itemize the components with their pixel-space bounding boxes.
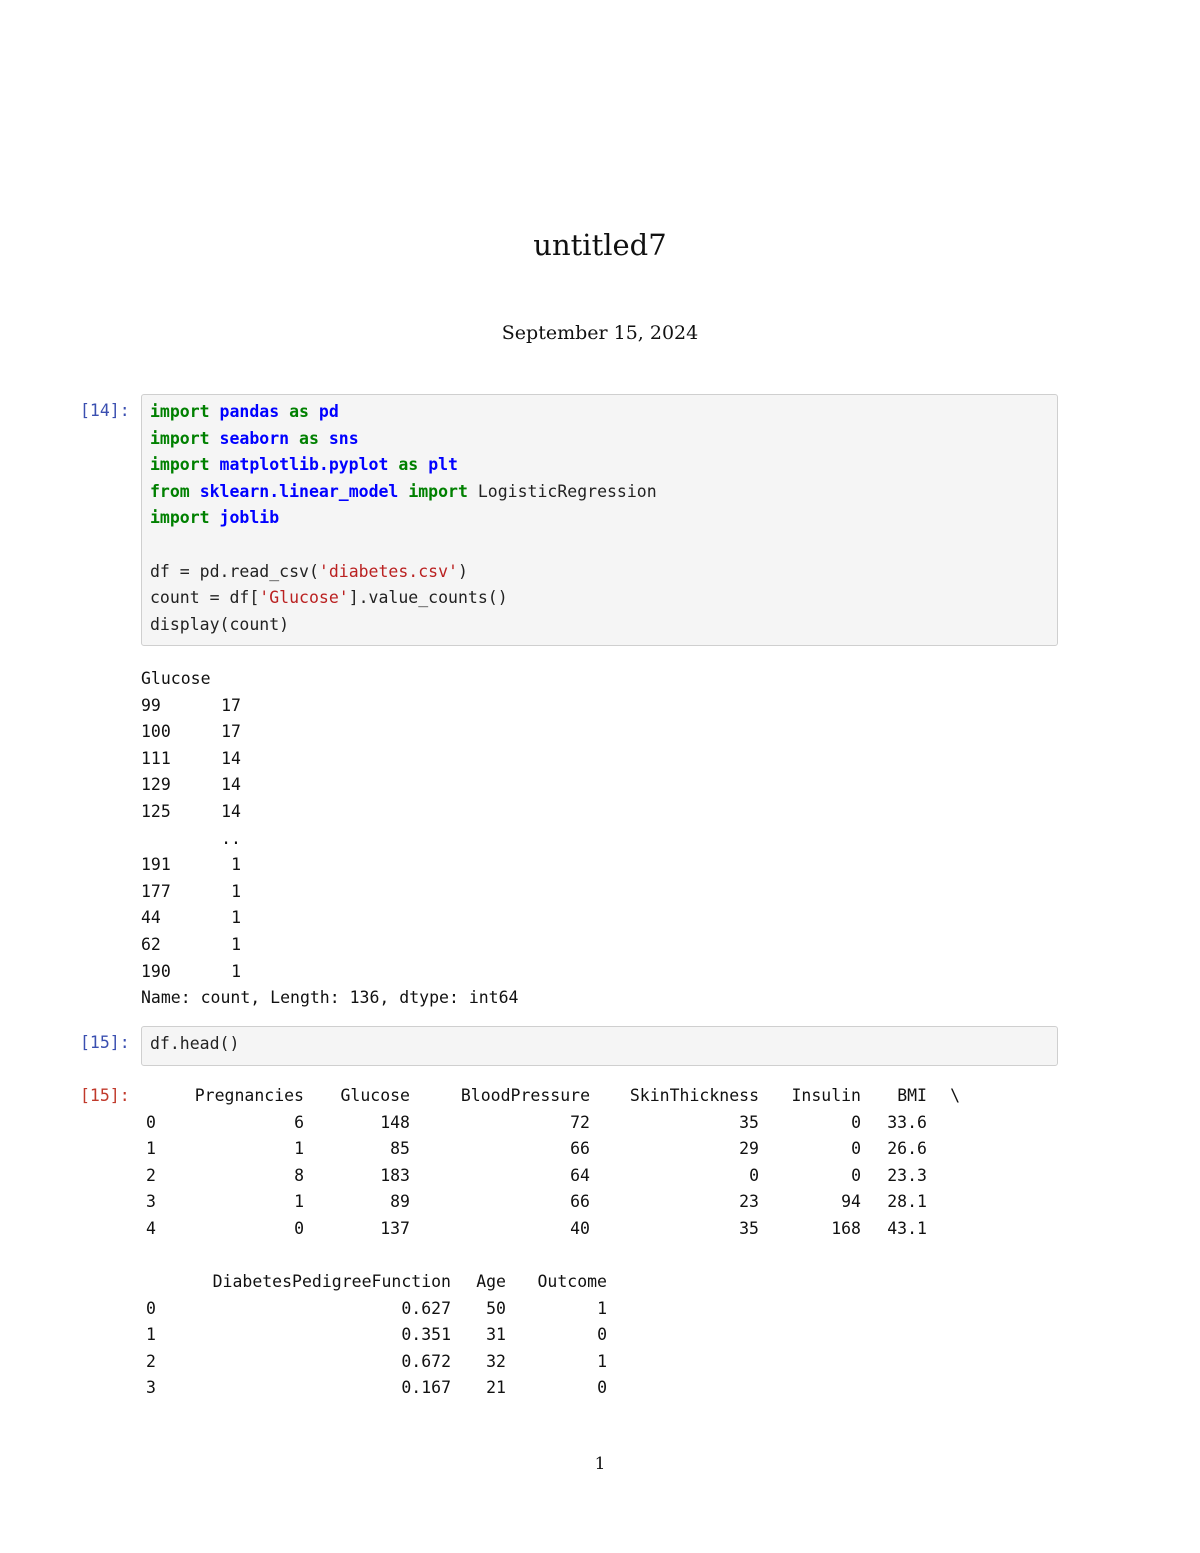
code-text: display(count): [150, 614, 290, 634]
code-line-blank: [150, 532, 1049, 559]
keyword: import: [150, 455, 210, 475]
series-index: 177: [141, 881, 171, 901]
table-cell: 1: [597, 1351, 607, 1371]
series-row: [141, 746, 241, 773]
series-index: 100: [141, 722, 171, 742]
index-header: [146, 1269, 166, 1296]
table-cell: 1: [294, 1192, 304, 1212]
table-cell: 43.1: [887, 1218, 927, 1238]
table-row: [146, 1136, 960, 1163]
row-index: 0: [146, 1112, 156, 1132]
table-cell: 28.1: [887, 1192, 927, 1212]
table-cell: 0.672: [401, 1351, 451, 1371]
series-value: 14: [221, 748, 241, 768]
table-cell: 6: [294, 1112, 304, 1132]
module-name: joblib: [219, 508, 280, 528]
cell-15-output-prompt: [15]:: [80, 1086, 130, 1105]
page-number: 1: [594, 1454, 606, 1474]
table-cell: 148: [380, 1112, 410, 1132]
table-row: [146, 1189, 960, 1216]
index-header: [146, 1083, 166, 1110]
table-cell: 183: [380, 1165, 410, 1185]
table-cell: 32: [486, 1351, 506, 1371]
code-line-1: [150, 399, 1049, 426]
series-index: 190: [141, 961, 171, 981]
dataframe-part-1: [146, 1083, 960, 1243]
cell-14-output: [141, 666, 519, 1012]
module-alias: plt: [428, 455, 458, 475]
code-line-7: [150, 559, 1049, 586]
series-value: 1: [231, 855, 241, 875]
table-cell: 0: [294, 1218, 304, 1238]
keyword: import: [150, 508, 210, 528]
series-row: [141, 772, 241, 799]
series-value: 17: [221, 722, 241, 742]
column-header: BloodPressure: [460, 1086, 590, 1105]
table-cell: 23.3: [887, 1165, 927, 1185]
table-row: [146, 1349, 607, 1376]
table-cell: 23: [739, 1192, 759, 1212]
table-cell: 89: [390, 1192, 410, 1212]
class-name: LogisticRegression: [477, 481, 657, 501]
series-row: [141, 693, 241, 720]
table-cell: 66: [570, 1192, 590, 1212]
row-index: 4: [146, 1218, 156, 1238]
series-value: 1: [231, 908, 241, 928]
table-cell: 21: [486, 1378, 506, 1398]
series-index: 44: [141, 908, 161, 928]
dataframe-table-1: [146, 1083, 960, 1243]
row-index: 2: [146, 1165, 156, 1185]
series-row: [141, 799, 241, 826]
table-cell: 0: [597, 1325, 607, 1345]
code-text: df = pd.read_csv(: [150, 561, 319, 581]
code-line-3: [150, 452, 1049, 479]
table-cell: 1: [597, 1298, 607, 1318]
row-index: 2: [146, 1351, 156, 1371]
module-name: matplotlib.pyplot: [219, 455, 389, 475]
keyword: as: [289, 402, 309, 421]
keyword: from: [150, 481, 190, 501]
table-row: [146, 1296, 607, 1323]
code-text: ): [457, 561, 468, 581]
row-index: 1: [146, 1139, 156, 1159]
table-cell: 64: [570, 1165, 590, 1185]
series-row: [141, 959, 241, 986]
module-name: pandas: [219, 402, 280, 421]
code-line-2: [150, 426, 1049, 453]
table-row: [146, 1110, 960, 1137]
keyword: as: [398, 455, 419, 475]
table-cell: 33.6: [887, 1112, 927, 1132]
cell-14-code-block[interactable]: [141, 394, 1058, 646]
cell-15-input-prompt: [15]:: [80, 1033, 130, 1052]
row-index: 0: [146, 1298, 156, 1318]
table-cell: 137: [380, 1218, 410, 1238]
column-header: Outcome: [537, 1272, 607, 1291]
series-index: 62: [141, 934, 161, 954]
column-header: Pregnancies: [194, 1086, 304, 1105]
module-name: sklearn.linear_model: [199, 481, 399, 501]
series-index: 99: [141, 695, 161, 715]
table-row: [146, 1375, 607, 1402]
column-header: Age: [476, 1272, 506, 1291]
series-value: 1: [231, 961, 241, 981]
table-cell: 26.6: [887, 1139, 927, 1159]
column-header: Insulin: [791, 1086, 861, 1105]
table-cell: 1: [294, 1139, 304, 1159]
column-header: SkinThickness: [629, 1086, 759, 1105]
table-cell: 40: [570, 1218, 590, 1238]
series-index: 129: [141, 775, 171, 795]
table-cell: 0: [851, 1112, 861, 1132]
table-cell: 31: [486, 1325, 506, 1345]
keyword: import: [150, 428, 210, 448]
dataframe-part-2: [146, 1269, 607, 1402]
series-value: 14: [221, 801, 241, 821]
table-cell: 50: [486, 1298, 506, 1318]
column-header: Glucose: [340, 1086, 410, 1105]
module-alias: sns: [328, 428, 359, 448]
series-index: 191: [141, 855, 171, 875]
series-header: Glucose: [141, 669, 211, 688]
code-line-4: [150, 479, 1049, 506]
column-header: BMI: [897, 1086, 927, 1105]
row-index: 1: [146, 1325, 156, 1345]
series-row: [141, 932, 241, 959]
document-date: September 15, 2024: [501, 322, 699, 344]
series-row: [141, 905, 241, 932]
code-line-1: df.head(): [150, 1034, 240, 1053]
series-table: [141, 693, 241, 986]
code-line-5: [150, 505, 1049, 532]
series-index: 125: [141, 801, 171, 821]
series-row: [141, 719, 241, 746]
table-cell: 0.627: [401, 1298, 451, 1318]
continuation-marker: \: [950, 1086, 960, 1105]
table-cell: 0: [851, 1165, 861, 1185]
table-cell: 0.351: [401, 1325, 451, 1345]
string-literal: 'diabetes.csv': [318, 561, 458, 581]
code-text: count = df[: [150, 588, 260, 608]
series-index: [141, 826, 221, 853]
column-header: DiabetesPedigreeFunction: [212, 1272, 451, 1291]
table-cell: 29: [739, 1139, 759, 1159]
table-cell: 0.167: [401, 1378, 451, 1398]
cell-14-input-prompt: [14]:: [80, 401, 130, 420]
table-cell: 35: [739, 1218, 759, 1238]
table-row: [146, 1163, 960, 1190]
document-title: untitled7: [533, 228, 667, 262]
table-cell: 8: [294, 1165, 304, 1185]
series-footer: Name: count, Length: 136, dtype: int64: [141, 988, 519, 1008]
table-cell: 168: [831, 1218, 861, 1238]
table-cell: 35: [739, 1112, 759, 1132]
table-cell: 72: [570, 1112, 590, 1132]
table-cell: 0: [749, 1165, 759, 1185]
series-value: 1: [231, 934, 241, 954]
series-row: [141, 826, 241, 853]
code-line-9: [150, 612, 1049, 639]
table-row: [146, 1216, 960, 1243]
series-value: 1: [231, 881, 241, 901]
code-text: ].value_counts(): [348, 588, 508, 608]
table-cell: 94: [841, 1192, 861, 1212]
table-cell: 0: [851, 1139, 861, 1159]
table-cell: 66: [570, 1139, 590, 1159]
keyword: as: [299, 428, 319, 448]
series-value: ..: [221, 828, 241, 848]
table-row: [146, 1322, 607, 1349]
row-index: 3: [146, 1378, 156, 1398]
dataframe-table-2: [146, 1269, 607, 1402]
series-value: 14: [221, 775, 241, 795]
module-alias: pd: [318, 402, 339, 421]
series-row: [141, 879, 241, 906]
cell-15-code-block[interactable]: [141, 1026, 1058, 1066]
keyword: import: [150, 402, 210, 421]
code-line-8: [150, 585, 1049, 612]
module-name: seaborn: [219, 428, 290, 448]
table-cell: 85: [390, 1139, 410, 1159]
keyword: import: [408, 481, 468, 501]
series-row: [141, 852, 241, 879]
series-value: 17: [221, 695, 241, 715]
series-index: 111: [141, 748, 171, 768]
table-cell: 0: [597, 1378, 607, 1398]
string-literal: 'Glucose': [259, 588, 349, 608]
row-index: 3: [146, 1192, 156, 1212]
